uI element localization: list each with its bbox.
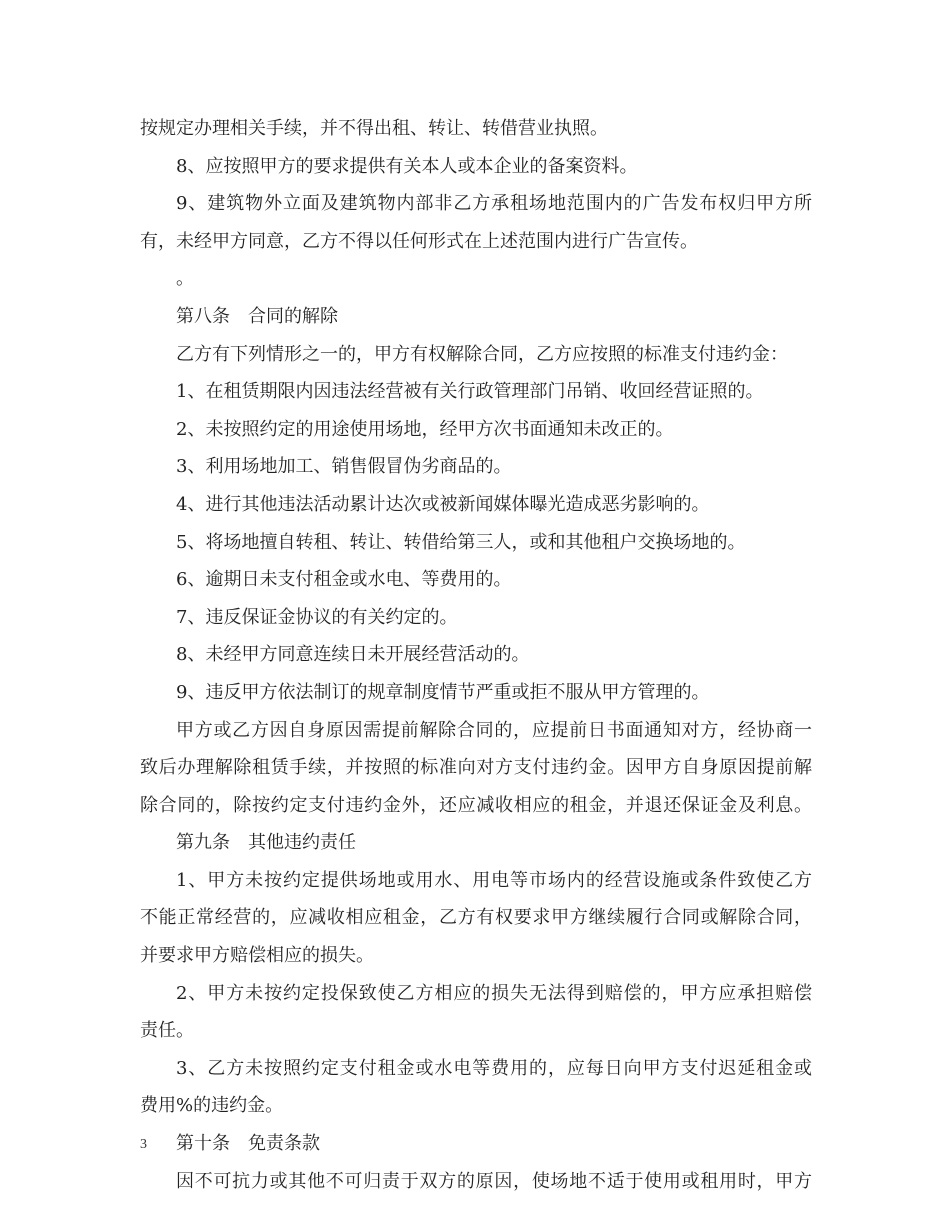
- clause-item: 2、甲方未按约定投保致使乙方相应的损失无法得到赔偿的，甲方应承担赔偿: [176, 982, 812, 1004]
- body-line: 乙方有下列情形之一的，甲方有权解除合同，乙方应按照的标准支付违约金：: [176, 343, 788, 365]
- body-line: 致后办理解除租赁手续，并按照的标准向对方支付违约金。因甲方自身原因提前解: [140, 757, 812, 779]
- clause-item: 3、乙方未按照约定支付租金或水电等费用的，应每日向甲方支付迟延租金或: [176, 1057, 812, 1079]
- clause-item: 6、逾期日未支付租金或水电、等费用的。: [176, 569, 512, 591]
- body-line: 不能正常经营的，应减收相应租金，乙方有权要求甲方继续履行合同或解除合同，: [140, 907, 812, 929]
- body-line: 责任。: [140, 1020, 194, 1042]
- clause-item: 8、应按照甲方的要求提供有关本人或本企业的备案资料。: [176, 155, 638, 177]
- body-line: 。: [176, 268, 194, 290]
- clause-item: 4、进行其他违法活动累计达次或被新闻媒体曝光造成恶劣影响的。: [176, 493, 710, 515]
- document-page: [140, 110, 812, 1200]
- body-line: 并要求甲方赔偿相应的损失。: [140, 945, 374, 967]
- body-line: 除合同的，除按约定支付违约金外，还应减收相应的租金，并退还保证金及利息。: [140, 794, 812, 816]
- body-line: 费用%的违约金。: [140, 1095, 284, 1117]
- body-line: 有，未经甲方同意，乙方不得以任何形式在上述范围内进行广告宣传。: [140, 230, 698, 252]
- body-line: 按规定办理相关手续，并不得出租、转让、转借营业执照。: [140, 118, 608, 139]
- clause-item: 8、未经甲方同意连续日未开展经营活动的。: [176, 644, 530, 666]
- body-line: 甲方或乙方因自身原因需提前解除合同的，应提前日书面通知对方，经协商一: [176, 719, 812, 741]
- clause-item: 9、建筑物外立面及建筑物内部非乙方承租场地范围内的广告发布权归甲方所: [176, 193, 812, 215]
- clause-item: 5、将场地擅自转租、转让、转借给第三人，或和其他租户交换场地的。: [176, 531, 746, 553]
- section-heading: 第八条 合同的解除: [176, 305, 338, 327]
- clause-item: 9、违反甲方依法制订的规章制度情节严重或拒不服从甲方管理的。: [176, 681, 710, 703]
- section-heading: 第十条 免责条款: [176, 1133, 320, 1155]
- clause-item: 3、利用场地加工、销售假冒伪劣商品的。: [176, 456, 512, 478]
- section-heading: 第九条 其他违约责任: [176, 832, 356, 854]
- clause-item: 2、未按照约定的用途使用场地，经甲方次书面通知未改正的。: [176, 418, 674, 440]
- page-number: 3: [140, 1137, 147, 1152]
- clause-item: 7、违反保证金协议的有关约定的。: [176, 606, 458, 628]
- body-line: 因不可抗力或其他不可归责于双方的原因，使场地不适于使用或租用时，甲方: [176, 1170, 812, 1192]
- clause-item: 1、在租赁期限内因违法经营被有关行政管理部门吊销、收回经营证照的。: [176, 381, 764, 403]
- clause-item: 1、甲方未按约定提供场地或用水、用电等市场内的经营设施或条件致使乙方: [176, 869, 812, 891]
